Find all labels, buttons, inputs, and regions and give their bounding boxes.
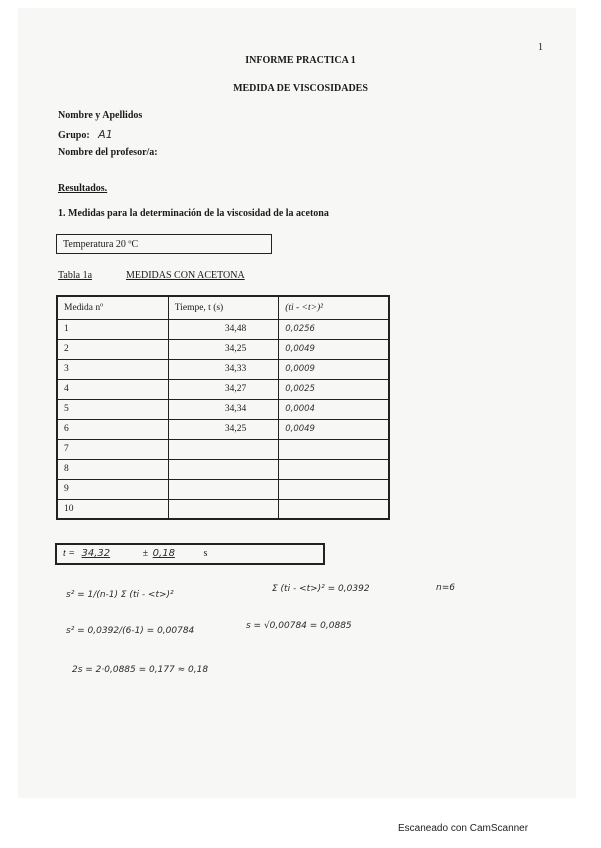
deviation-value: 0,0256	[279, 319, 389, 339]
result-error-value: 0,18	[152, 548, 175, 559]
table-header-row	[57, 296, 389, 319]
result-t-label: t =	[63, 548, 76, 559]
table-row	[57, 479, 389, 499]
teacher-label: Nombre del profesor/a:	[58, 147, 158, 158]
table-row	[57, 419, 389, 439]
deviation-value: 0,0049	[279, 419, 389, 439]
section-title: 1. Medidas para la determinación de la viscosidad de la acetona	[58, 208, 329, 219]
table-label: Tabla 1a	[58, 270, 93, 281]
time-value	[168, 459, 278, 479]
time-value	[168, 479, 278, 499]
temperature-box: Temperatura 20 ºC	[56, 234, 272, 254]
measurements-table	[56, 295, 390, 520]
deviation-value	[279, 439, 389, 459]
time-value: 34,48	[168, 319, 278, 339]
result-t-value: 34,32	[81, 548, 111, 559]
scanner-watermark: Escaneado con CamScanner	[398, 823, 529, 834]
table-row	[57, 399, 389, 419]
time-value: 34,25	[168, 339, 278, 359]
table-row	[57, 439, 389, 459]
table-row	[57, 339, 389, 359]
measure-number: 1	[57, 319, 168, 339]
calc-double-std: 2s = 2·0,0885 = 0,177 ≈ 0,18	[72, 665, 209, 675]
deviation-value: 0,0025	[279, 379, 389, 399]
table-row	[57, 499, 389, 519]
name-label: Nombre y Apellidos	[58, 110, 143, 121]
deviation-value	[279, 479, 389, 499]
time-value: 34,33	[168, 359, 278, 379]
deviation-value	[279, 459, 389, 479]
measure-number: 9	[57, 479, 168, 499]
measure-number: 7	[57, 439, 168, 459]
result-box	[55, 543, 325, 565]
deviation-value: 0,0009	[279, 359, 389, 379]
calc-std-dev: s = √0,00784 = 0,0885	[246, 621, 352, 631]
result-unit: s	[203, 548, 208, 559]
header-deviation: (ti - <t>)²	[279, 296, 389, 319]
header-measure: Medida nº	[57, 296, 168, 319]
time-value: 34,25	[168, 419, 278, 439]
deviation-value: 0,0004	[279, 399, 389, 419]
report-title: INFORME PRACTICA 1	[245, 55, 356, 66]
measure-number: 10	[57, 499, 168, 519]
table-title: MEDIDAS CON ACETONA	[126, 270, 245, 281]
calc-variance-value: s² = 0,0392/(6-1) = 0,00784	[66, 626, 195, 636]
time-value: 34,27	[168, 379, 278, 399]
group-value: A1	[98, 128, 113, 141]
calc-sum-squares: Σ (ti - <t>)² = 0,0392	[272, 584, 370, 594]
measure-number: 4	[57, 379, 168, 399]
table-row	[57, 379, 389, 399]
table-row	[57, 459, 389, 479]
time-value: 34,34	[168, 399, 278, 419]
measure-number: 8	[57, 459, 168, 479]
time-value	[168, 439, 278, 459]
deviation-value	[279, 499, 389, 519]
report-subtitle: MEDIDA DE VISCOSIDADES	[233, 83, 368, 94]
table-row	[57, 359, 389, 379]
measure-number: 2	[57, 339, 168, 359]
page-number: 1	[538, 42, 543, 53]
calc-n-count: n=6	[436, 583, 455, 593]
time-value	[168, 499, 278, 519]
measure-number: 6	[57, 419, 168, 439]
result-plusminus: ±	[142, 548, 149, 559]
group-label: Grupo:	[58, 130, 90, 141]
results-heading: Resultados.	[58, 183, 108, 194]
table-row	[57, 319, 389, 339]
measure-number: 5	[57, 399, 168, 419]
measure-number: 3	[57, 359, 168, 379]
header-time: Tiempe, t (s)	[168, 296, 278, 319]
calc-variance-formula: s² = 1/(n-1) Σ (ti - <t>)²	[66, 590, 174, 600]
deviation-value: 0,0049	[279, 339, 389, 359]
group-field	[58, 128, 113, 141]
